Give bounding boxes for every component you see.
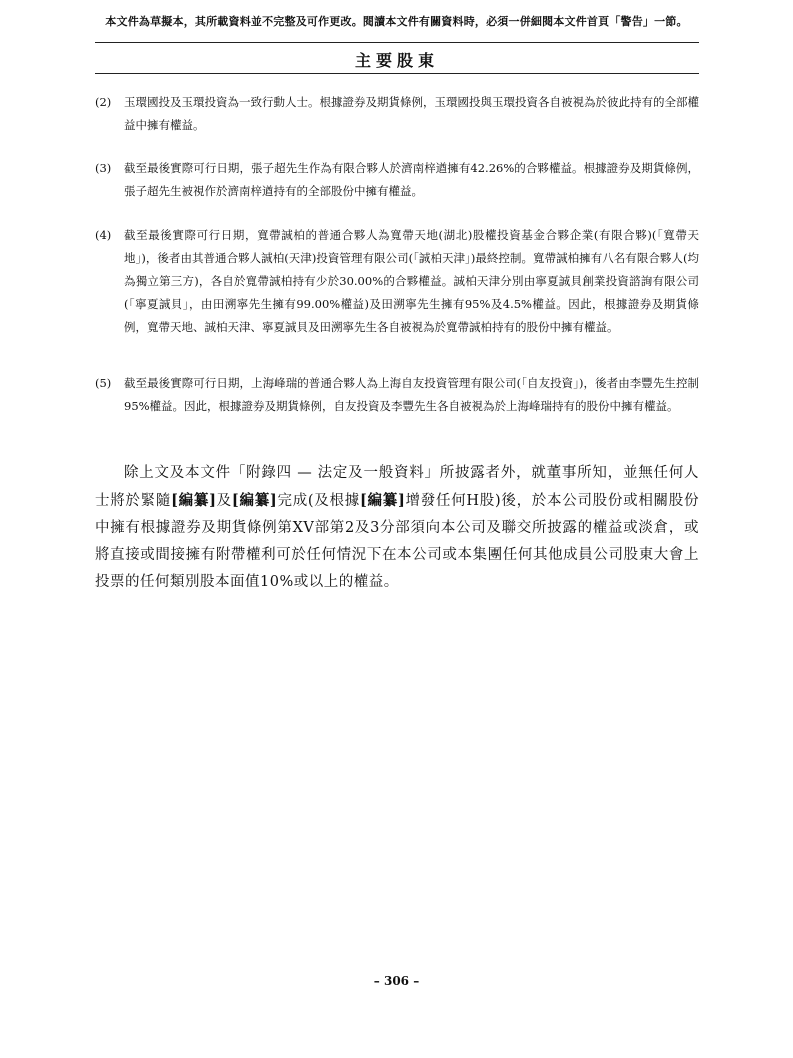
section-title: 主要股東	[354, 51, 439, 70]
draft-warning-banner: 本文件為草擬本，其所載資料並不完整及可作更改。閱讀本文件有關資料時，必須一併細閱本文件首頁「警告」一節。	[105, 15, 688, 28]
footnote-number: (5)	[95, 376, 112, 390]
redacted-marker: [編纂]	[171, 492, 217, 509]
footnote-number: (2)	[95, 95, 112, 109]
redacted-marker: [編纂]	[231, 492, 278, 509]
footnote-5	[95, 372, 699, 418]
paragraph-text: 除上文及本文件「附錄四 — 法定及一般資料」所披露者外，就董事所知，並無任何人士將於緊隨	[95, 465, 699, 509]
footnote-text: 截至最後實際可行日期，上海峰瑞的普通合夥人為上海自友投資管理有限公司(「自友投資」)，後者由李豐先生控制95%權益。因此，根據證券及期貨條例，自友投資及李豐先生各自被視為於上海峰瑞持有的股份中擁有權益。	[124, 376, 699, 413]
footnote-text: 玉環國投及玉環投資為一致行動人士。根據證券及期貨條例，玉環國投與玉環投資各自被視為於彼此持有的全部權益中擁有權益。	[124, 95, 699, 132]
header-top-rule	[95, 42, 699, 43]
redacted-marker: [編纂]	[359, 492, 406, 509]
footnote-3	[95, 157, 699, 203]
paragraph-text: 增發任何H股)後，於本公司股份或相關股份中擁有根據證券及期貨條例第XV部第2及3分部須向本公司及聯交所披露的權益或淡倉，或將直接或間接擁有附帶權利可於任何情況下在本公司或本集團任何其他成員公司股東大會上投票的任何類別股本面值10%或以上的權益。	[95, 493, 699, 590]
footnote-number: (4)	[95, 228, 112, 242]
page-number: – 306 –	[373, 974, 420, 988]
footnote-4	[95, 224, 699, 339]
footnote-number: (3)	[95, 161, 112, 175]
footnote-2	[95, 91, 699, 137]
header-bottom-rule	[95, 73, 699, 74]
paragraph-text: 完成(及根據	[277, 493, 360, 509]
footnote-text: 截至最後實際可行日期，寬帶誠柏的普通合夥人為寬帶天地(湖北)股權投資基金合夥企業(有限合夥)(「寬帶天地」)，後者由其普通合夥人誠柏(天津)投資管理有限公司(「誠柏天津」)最終控制。寬帶誠柏擁有八名有限合夥人(均為獨立第三方)，各自於寬帶誠柏持有少於30.00%的合夥權益。誠柏天津分別由寧夏誠貝創業投資諮詢有限公司(「寧夏誠貝」，由田溯寧先生擁有99.00%權益)及田溯寧先生擁有95%及4.5%權益。因此，根據證券及期貨條例，寬帶天地、誠柏天津、寧夏誠貝及田溯寧先生各自被視為於寬帶誠柏持有的股份中擁有權益。	[124, 228, 699, 334]
footnote-text: 截至最後實際可行日期，張子超先生作為有限合夥人於濟南梓遒擁有42.26%的合夥權益。根據證券及期貨條例，張子超先生被視作於濟南梓遒持有的全部股份中擁有權益。	[124, 161, 699, 198]
disclosure-paragraph	[95, 460, 699, 596]
paragraph-text: 及	[216, 493, 232, 509]
